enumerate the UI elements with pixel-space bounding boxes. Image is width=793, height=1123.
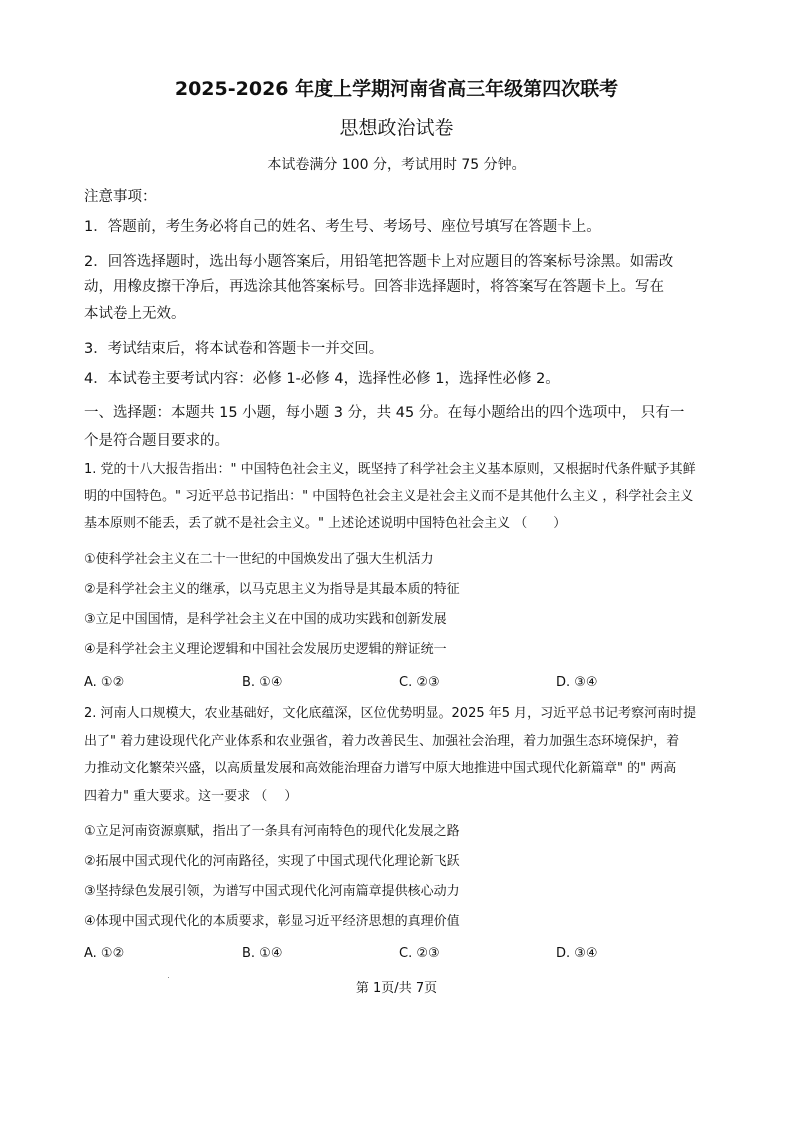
question-2-choice-c: C. ②③ [399,946,440,961]
question-1-stem: 明的中国特色。" 习近平总书记指出：" 中国特色社会主义是社会主义而不是其他什么主义 ，科学社会主义 [84,489,694,504]
question-1-stem: 1. 党的十八大报告指出：" 中国特色社会主义，既坚持了科学社会主义基本原则，又根据时代条件赋予其鲜 [84,462,696,477]
scan-speck [168,977,169,978]
question-2-choice-b: B. ①④ [242,946,283,961]
note-line: 1．答题前，考生务必将自己的姓名、考生号、考场号、座位号填写在答题卡上。 [84,219,601,235]
section-heading: 一、选择题：本题共 15 小题，每小题 3 分，共 45 分。在每小题给出的四个选项中， 只有一 [84,405,685,421]
page-number: 第 1页/共 7页 [355,981,438,996]
question-2-choice-a: A. ①② [84,946,125,961]
note-line: 4．本试卷主要考试内容：必修 1-必修 4，选择性必修 1，选择性必修 2。 [84,371,560,387]
question-1-choice-a: A. ①② [84,675,125,690]
note-line: 2．回答选择题时，选出每小题答案后，用铅笔把答题卡上对应题目的答案标号涂黑。如需改 [84,254,674,270]
question-2-stem: 2. 河南人口规模大，农业基础好，文化底蕴深，区位优势明显。2025 年5 月，习近平总书记考察河南时提 [84,706,697,721]
question-2-stem: 四着力" 重大要求。这一要求 （ ） [84,789,298,804]
question-2-stem: 力推动文化繁荣兴盛，以高质量发展和高效能治理奋力谱写中原大地推进中国式现代化新篇章" 的" 两高 [84,761,677,776]
question-1-option: ②是科学社会主义的继承，以马克思主义为指导是其最本质的特征 [84,582,460,597]
question-1-option: ①使科学社会主义在二十一世纪的中国焕发出了强大生机活力 [84,552,434,567]
section-heading-cont: 个是符合题目要求的。 [84,433,229,449]
question-1-stem: 基本原则不能丢，丢了就不是社会主义。" 上述论述说明中国特色社会主义 （ ） [84,516,567,531]
note-line: 动，用橡皮擦干净后，再选涂其他答案标号。回答非选择题时，将答案写在答题卡上。写在 [84,279,664,295]
exam-title: 2025-2026 年度上学期河南省高三年级第四次联考 [174,78,619,100]
question-2-option: ②拓展中国式现代化的河南路径，实现了中国式现代化理论新飞跃 [84,854,460,869]
exam-subtitle: 思想政治试卷 [339,117,454,139]
question-2-choice-d: D. ③④ [556,946,598,961]
question-1-choice-c: C. ②③ [399,675,440,690]
question-2-option: ③坚持绿色发展引领，为谱写中国式现代化河南篇章提供核心动力 [84,884,460,899]
question-1-option: ④是科学社会主义理论逻辑和中国社会发展历史逻辑的辩证统一 [84,642,447,657]
notes-heading: 注意事项： [84,189,157,205]
question-1-choice-d: D. ③④ [556,675,598,690]
exam-info: 本试卷满分 100 分，考试用时 75 分钟。 [267,157,526,173]
question-2-option: ①立足河南资源禀赋，指出了一条具有河南特色的现代化发展之路 [84,824,460,839]
question-2-stem: 出了" 着力建设现代化产业体系和农业强省，着力改善民生、加强社会治理，着力加强生态环境保护，着 [84,734,680,749]
note-line: 本试卷上无效。 [84,306,186,322]
question-1-choice-b: B. ①④ [242,675,283,690]
question-1-option: ③立足中国国情，是科学社会主义在中国的成功实践和创新发展 [84,612,447,627]
question-2-option: ④体现中国式现代化的本质要求，彰显习近平经济思想的真理价值 [84,914,460,929]
note-line: 3．考试结束后，将本试卷和答题卡一并交回。 [84,341,384,357]
